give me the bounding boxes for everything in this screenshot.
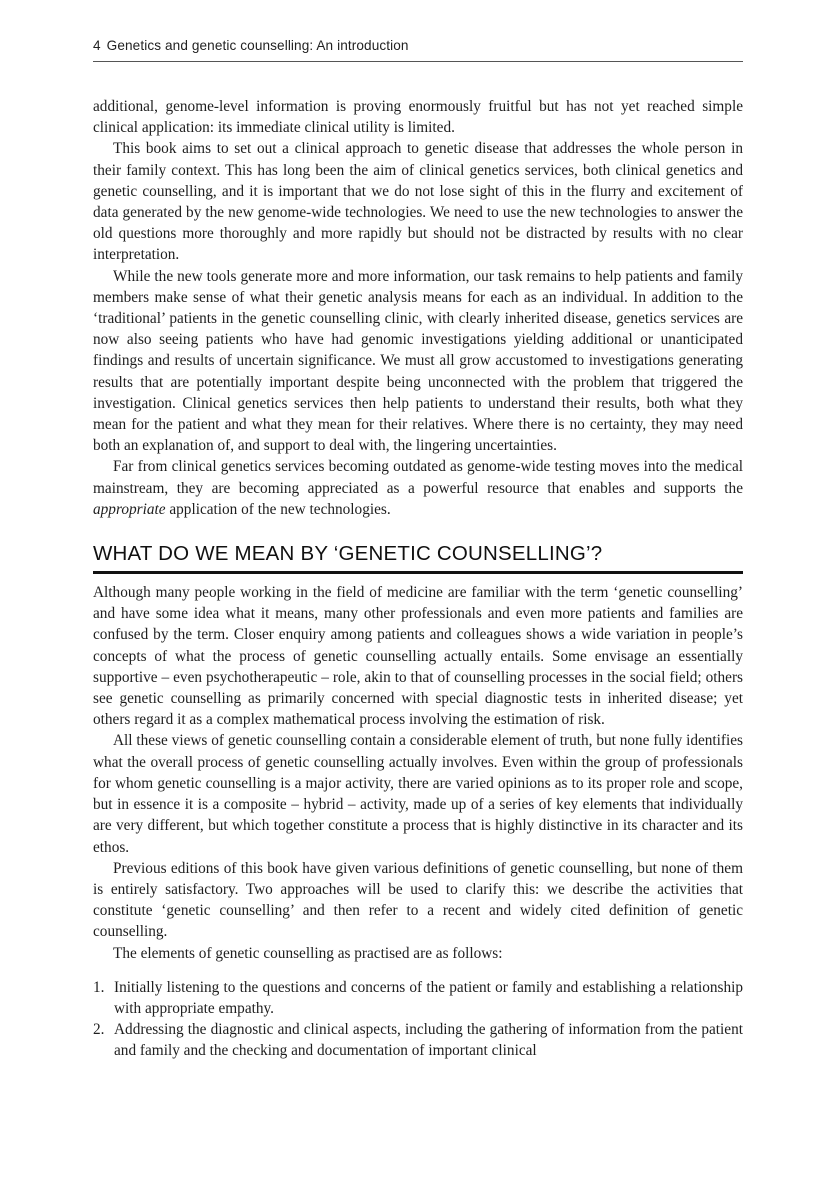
header-rule bbox=[93, 61, 743, 62]
emphasis: appropriate bbox=[93, 500, 166, 518]
paragraph: This book aims to set out a clinical approach to genetic disease that addresses the whole person in their family context. This has long been the aim of clinical genetics services, both clinical genetics and genetic counselling, and it is important that we do not lose sight of this in the flurry and excitement of data generated by the new genome-wide technologies. We need to use the new technologies to answer the old questions more thoroughly and more rapidly but should not be distracted by results with no clear interpretation. bbox=[93, 140, 743, 264]
paragraph: Previous editions of this book have given various definitions of genetic counselling, but none of them is entirely satisfactory. Two approaches will be used to clarify this: we describe the activities that constitute ‘genetic counselling’ and then refer to a recent and widely cited definition of genetic counselling. bbox=[93, 859, 743, 941]
list-item bbox=[93, 977, 743, 1019]
paragraph: additional, genome-level information is proving enormously fruitful but has not yet reached simple clinical application: its immediate clinical utility is limited. bbox=[93, 98, 743, 137]
paragraph bbox=[93, 456, 743, 520]
elements-list bbox=[93, 977, 743, 1062]
paragraph: The elements of genetic counselling as practised are as follows: bbox=[113, 944, 503, 962]
paragraph-text: Far from clinical genetics services becoming outdated as genome-wide testing moves into the medical mainstream, they are becoming appreciated as a powerful resource that enables and supports the bbox=[93, 458, 743, 497]
paragraph: Although many people working in the field of medicine are familiar with the term ‘genetic counselling’ and have some idea what it means, many other professionals and even more patients and families are confused by the term. Closer enquiry among patients and colleagues shows a wide variation in people’s concepts of what the process of genetic counselling actually entails. Some envisage an essentially supportive – even psychotherapeutic – role, akin to that of counselling processes in the social field; others see genetic counselling as primarily concerned with special diagnostic tests in inherited disease; yet others regard it as a complex mathematical process involving the estimation of risk. bbox=[93, 584, 743, 729]
paragraph-text: application of the new technologies. bbox=[165, 500, 391, 518]
body-text bbox=[93, 96, 743, 1062]
page-number: 4 bbox=[93, 38, 101, 53]
running-head bbox=[93, 38, 743, 53]
section-rule bbox=[93, 571, 743, 574]
list-number: 1. bbox=[93, 978, 105, 996]
running-title: Genetics and genetic counselling: An introduction bbox=[106, 38, 409, 53]
list-item-text: Addressing the diagnostic and clinical aspects, including the gathering of information from the patient and family and the checking and documentation of important clinical bbox=[114, 1021, 743, 1060]
section-heading: WHAT DO WE MEAN BY ‘GENETIC COUNSELLING’? bbox=[93, 542, 603, 566]
list-number: 2. bbox=[93, 1021, 105, 1039]
list-item-text: Initially listening to the questions and concerns of the patient or family and establishing a relationship with appropriate empathy. bbox=[114, 978, 743, 1017]
list-item bbox=[93, 1019, 743, 1061]
paragraph: All these views of genetic counselling contain a considerable element of truth, but none fully identifies what the overall process of genetic counselling actually involves. Even within the group of professionals for whom genetic counselling is a major activity, there are varied opinions as to its proper role and scope, but in essence it is a composite – hybrid – activity, made up of a series of key elements that individually are very different, but which together constitute a process that is highly distinctive in its character and its ethos. bbox=[93, 732, 743, 856]
paragraph: While the new tools generate more and more information, our task remains to help patients and family members make sense of what their genetic analysis means for each as an individual. In addition to the ‘traditional’ patients in the genetic counselling clinic, with clearly inherited disease, genetics services are now also seeing patients who have had genomic investigations yielding additional or unanticipated findings and results of uncertain significance. We must all grow accustomed to investigations generating results that are potentially important despite being unconnected with the problem that triggered the investigation. Clinical genetics services then help patients to understand their results, both what they mean for the patient and what they mean for their relatives. Where there is no certainty, they may need both an explanation of, and support to deal with, the lingering uncertainties. bbox=[93, 267, 743, 455]
